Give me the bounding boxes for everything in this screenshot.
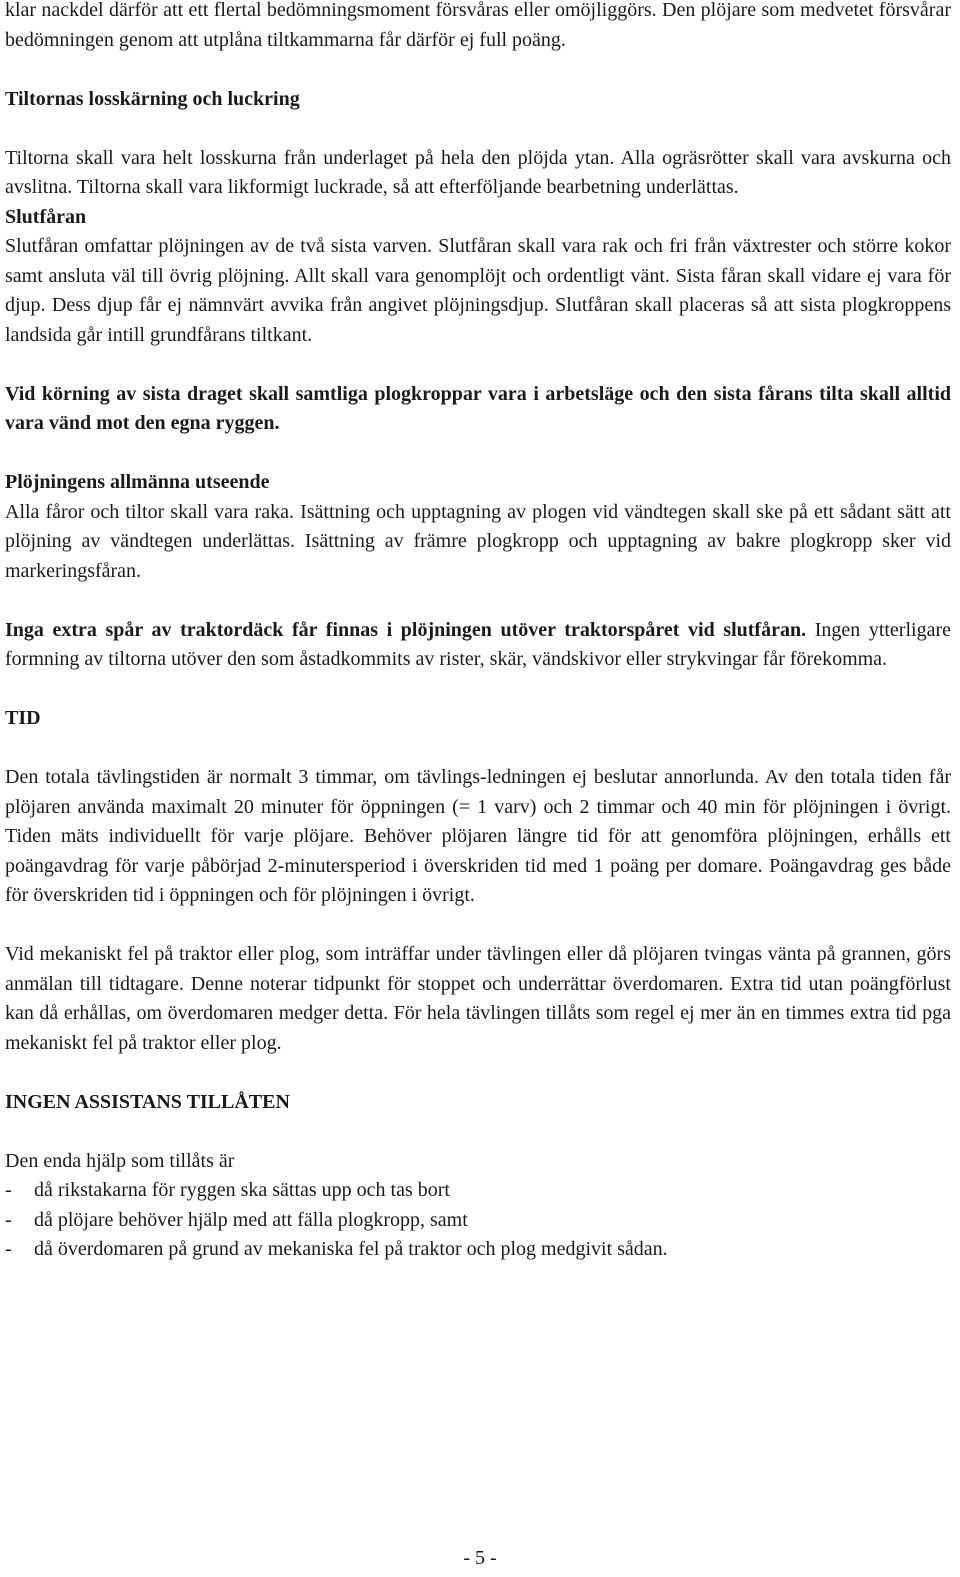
spacer (5, 1058, 951, 1088)
list-item (5, 1235, 951, 1265)
spacer (5, 114, 951, 144)
spacer (5, 350, 951, 380)
spacer (5, 55, 951, 85)
section-body-allmanna: Alla fåror och tiltor skall vara raka. Isättning och upptagning av plogen vid vändtegen skall ske på ett sådant sätt att plöjning av vändtegen underlättas. Isättning av främre plogkropp och upptagning av bakre plogkropp sker vid markeringsfåran. (5, 500, 951, 582)
section-body-tiltornas: Tiltorna skall vara helt losskurna från underlaget på hela den plöjda ytan. Alla ogräsrötter skall vara avskurna och avslitna. Tiltorna skall vara likformigt luckrade, så att efterföljande bearbetning underlättas. (5, 146, 951, 198)
spacer (5, 1117, 951, 1147)
list-dash: - (5, 1208, 12, 1231)
tire-tracks-continuation: Ingen ytterligare formning av tiltorna utöver den som åstadkommits av rister, skär, vändskivor eller strykvingar får förekomma. (5, 618, 951, 670)
bold-note-last-draw: Vid körning av sista draget skall samtliga plogkroppar vara i arbetsläge och den sista fårans tilta skall alltid vara vänd mot den egna ryggen. (5, 382, 951, 434)
section-heading-allmanna: Plöjningens allmänna utseende (5, 471, 270, 493)
bold-note-tire-tracks: Inga extra spår av traktordäck får finnas i plöjningen utöver traktorspåret vid slutfåran. (5, 618, 807, 641)
document-page (5, 0, 951, 1265)
spacer (5, 439, 951, 469)
list-item (5, 1206, 951, 1236)
list-dash: - (5, 1179, 12, 1201)
spacer (5, 911, 951, 941)
list-item (5, 1176, 951, 1206)
section-heading-slutfaran: Slutfåran (5, 205, 87, 228)
spacer (5, 675, 951, 705)
spacer (5, 734, 951, 764)
section-heading-tiltornas: Tiltornas losskärning och luckring (5, 87, 300, 110)
section-assistans-intro: Den enda hjälp som tillåts är (5, 1149, 235, 1172)
list-dash: - (5, 1238, 12, 1260)
page-number: - 5 - (463, 1547, 497, 1569)
section-body-slutfaran: Slutfåran omfattar plöjningen av de två sista varven. Slutfåran skall vara rak och fri från växtrester och större kokor samt ansluta väl till övrig plöjning. Allt skall vara genomplöjt och ordentligt vänt. Sista fåran skall vidare ej vara för djup. Dess djup får ej nämnvärt avvika från angivet plöjningsdjup. Slutfåran skall placeras så att sista plogkroppens landsida går intill grundfårans tiltkant. (5, 235, 951, 346)
section-heading-tid: TID (5, 707, 41, 729)
spacer (5, 586, 951, 616)
section-tid-paragraph-2: Vid mekaniskt fel på traktor eller plog, som inträffar under tävlingen eller då plöjaren tvingas vänta på grannen, görs anmälan till tidtagare. Denne noterar tidpunkt för stoppet och underrättar överdomaren. Extra tid utan poängförlust kan då erhållas, om överdomaren medger detta. För hela tävlingen tillåts som regel ej mer än en timmes extra tid pga mekaniskt fel på traktor eller plog. (5, 943, 951, 1054)
section-heading-assistans: INGEN ASSISTANS TILLÅTEN (5, 1090, 290, 1113)
tire-tracks-paragraph (5, 616, 951, 675)
list-item-text: då plöjare behöver hjälp med att fälla plogkropp, samt (34, 1208, 468, 1231)
list-item-text: då rikstakarna för ryggen ska sättas upp och tas bort (34, 1179, 450, 1201)
list-item-text: då överdomaren på grund av mekaniska fel på traktor och plog medgivit sådan. (34, 1238, 668, 1260)
intro-paragraph: klar nackdel därför att ett flertal bedömningsmoment försvåras eller omöjliggörs. Den plöjare som medvetet försvårar bedömningen genom att utplåna tiltkammarna får därför ej full poäng. (5, 0, 951, 51)
assistance-list (5, 1176, 951, 1265)
section-tid-paragraph-1: Den totala tävlingstiden är normalt 3 timmar, om tävlings-ledningen ej beslutar annorlunda. Av den totala tiden får plöjaren använda maximalt 20 minuter för öppningen (= 1 varv) och 2 timmar och 40 min för plöjningen i övrigt. Tiden mäts individuellt för varje plöjare. Behöver plöjaren längre tid för att genomföra plöjningen, erhålls ett poängavdrag för varje påbörjad 2-minutersperiod i överskriden tid med 1 poäng per domare. Poängavdrag ges både för överskriden tid i öppningen och för plöjningen i övrigt. (5, 766, 951, 906)
